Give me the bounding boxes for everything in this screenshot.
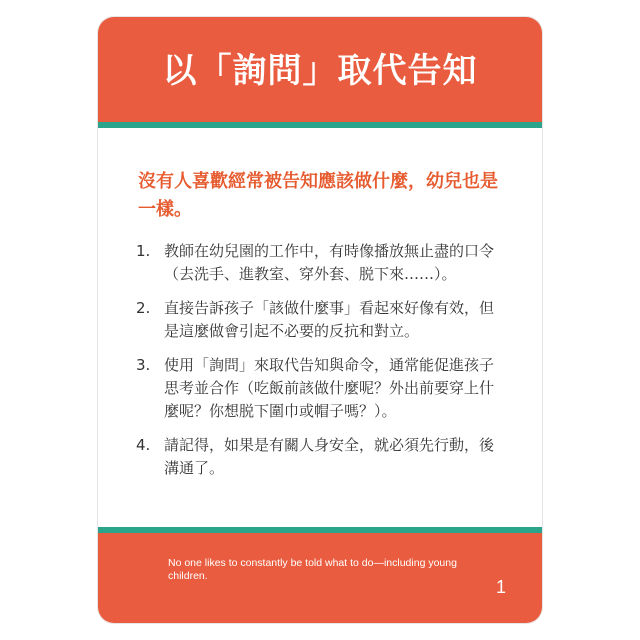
list-item xyxy=(136,354,506,423)
item-text: 直接告訴孩子「該做什麼事」看起來好像有效，但是這麼做會引起不必要的反抗和對立。 xyxy=(164,299,495,340)
card-body xyxy=(98,128,542,542)
item-text: 教師在幼兒園的工作中，有時像播放無止盡的口令（去洗手、進教室、穿外套、脱下來……）。 xyxy=(164,242,495,283)
list-item xyxy=(136,240,506,286)
list-item xyxy=(136,434,506,480)
footer-english-text: No one likes to constantly be told what to do—including young children. xyxy=(168,557,457,582)
item-number: 3. xyxy=(136,356,151,374)
lead-text: 沒有人喜歡經常被告知應該做什麼，幼兒也是一樣。 xyxy=(138,171,498,220)
card-title: 以「詢問」取代告知 xyxy=(162,51,478,91)
card-footer xyxy=(98,533,542,623)
list-item xyxy=(136,297,506,343)
item-text: 使用「詢問」來取代告知與命令，通常能促進孩子思考並合作（吃飯前該做什麼呢？外出前要穿上什麼呢？你想脱下圍巾或帽子嗎？）。 xyxy=(164,356,495,420)
item-number: 4. xyxy=(136,436,151,454)
card xyxy=(98,17,542,623)
item-number: 2. xyxy=(136,299,151,317)
item-number: 1. xyxy=(136,242,151,260)
tips-list xyxy=(136,240,506,491)
card-header xyxy=(98,17,542,122)
page-number: 1 xyxy=(495,577,506,597)
item-text: 請記得，如果是有關人身安全，就必須先行動，後溝通了。 xyxy=(164,436,495,477)
